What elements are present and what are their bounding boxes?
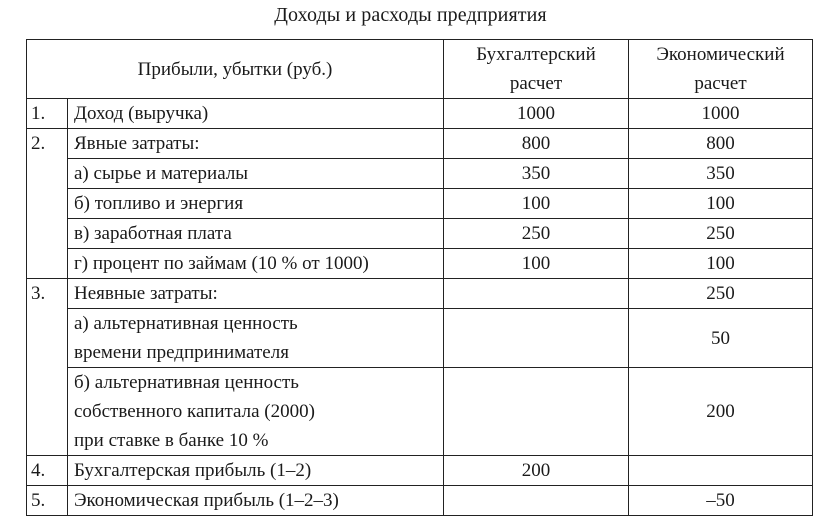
accounting-value [444, 486, 629, 516]
row-label: а) сырье и материалы [68, 159, 444, 189]
row-number: 1. [27, 99, 68, 129]
economic-value: –50 [629, 486, 813, 516]
header-accounting [444, 40, 629, 99]
economic-value: 100 [629, 189, 813, 219]
accounting-value: 200 [444, 456, 629, 486]
row-label: Доход (выручка) [68, 99, 444, 129]
accounting-value: 350 [444, 159, 629, 189]
table-row [27, 456, 813, 486]
accounting-value: 1000 [444, 99, 629, 129]
economic-value: 1000 [629, 99, 813, 129]
row-label-line: а) альтернативная ценность [74, 313, 298, 334]
accounting-value: 250 [444, 219, 629, 249]
header-profit-label: Прибыли, убытки (руб.) [27, 40, 444, 99]
table-row [27, 159, 813, 189]
economic-value: 100 [629, 249, 813, 279]
row-label: б) топливо и энергия [68, 189, 444, 219]
row-label: Бухгалтерская прибыль (1–2) [68, 456, 444, 486]
table-row [27, 486, 813, 516]
economic-value: 50 [629, 309, 813, 368]
row-label-line: б) альтернативная ценность [74, 372, 299, 393]
header-economic-line2: расчет [694, 73, 747, 94]
row-label: в) заработная плата [68, 219, 444, 249]
accounting-value: 100 [444, 249, 629, 279]
header-economic [629, 40, 813, 99]
row-label-multiline [68, 309, 444, 368]
income-expense-table [26, 39, 813, 516]
table-row [27, 219, 813, 249]
table-row [27, 309, 813, 368]
row-label-line: времени предпринимателя [74, 342, 289, 363]
accounting-value: 100 [444, 189, 629, 219]
row-number: 2. [27, 129, 68, 279]
row-label: Явные затраты: [68, 129, 444, 159]
row-label-line: при ставке в банке 10 % [74, 430, 269, 451]
accounting-value: 800 [444, 129, 629, 159]
table-row [27, 129, 813, 159]
table-row [27, 189, 813, 219]
table-row [27, 249, 813, 279]
page-title: Доходы и расходы предприятия [274, 4, 547, 26]
table-row [27, 368, 813, 456]
row-label-multiline [68, 368, 444, 456]
accounting-value [444, 309, 629, 368]
economic-value: 350 [629, 159, 813, 189]
economic-value: 800 [629, 129, 813, 159]
row-number: 3. [27, 279, 68, 456]
table-header-row [27, 40, 813, 99]
header-accounting-line2: расчет [509, 73, 563, 94]
economic-value: 250 [629, 219, 813, 249]
row-label: Экономическая прибыль (1–2–3) [68, 486, 444, 516]
table-row [27, 279, 813, 309]
row-label: Неявные затраты: [68, 279, 444, 309]
economic-value [629, 456, 813, 486]
economic-value: 200 [629, 368, 813, 456]
row-label-line: собственного капитала (2000) [74, 401, 315, 422]
row-number: 4. [27, 456, 68, 486]
accounting-value [444, 368, 629, 456]
economic-value: 250 [629, 279, 813, 309]
row-number: 5. [27, 486, 68, 516]
table-row [27, 99, 813, 129]
accounting-value [444, 279, 629, 309]
row-label: г) процент по займам (10 % от 1000) [68, 249, 444, 279]
header-accounting-line1: Бухгалтерский [476, 44, 596, 65]
header-economic-line1: Экономический [656, 44, 785, 65]
